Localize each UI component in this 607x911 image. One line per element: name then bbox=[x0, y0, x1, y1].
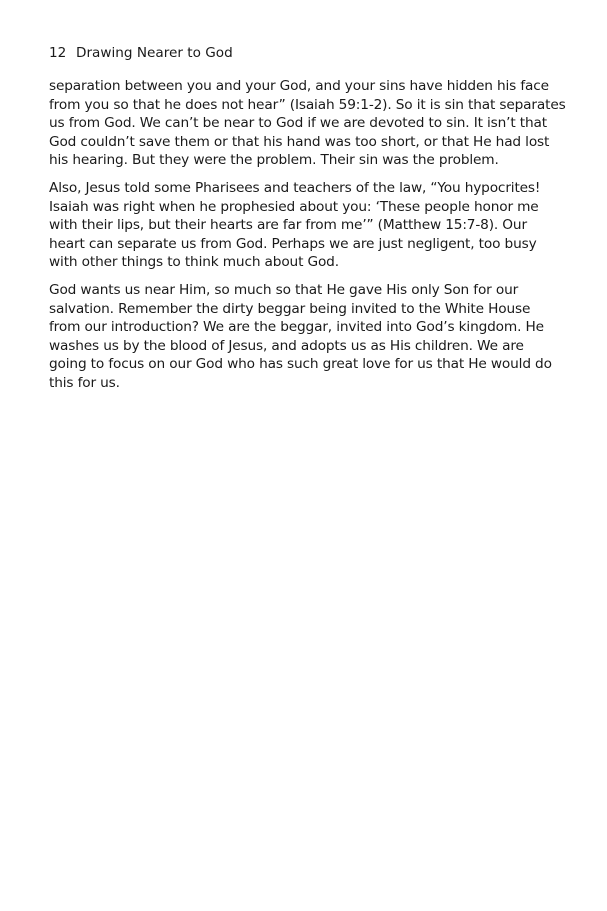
text-line: salvation. Remember the dirty beggar being invited to the White House bbox=[49, 300, 531, 317]
text-line: with other things to think much about God. bbox=[49, 254, 339, 271]
text-line: us from God. We can’t be near to God if we are devoted to sin. It isn’t that bbox=[49, 115, 547, 132]
text-line: heart can separate us from God. Perhaps we are just negligent, too busy bbox=[49, 235, 537, 252]
text-line: his hearing. But they were the problem. Their sin was the problem. bbox=[49, 152, 499, 169]
paragraph-2 bbox=[49, 179, 559, 272]
text-line: from you so that he does not hear” (Isaiah 59:1-2). So it is sin that separates bbox=[49, 96, 566, 113]
page-number: 12 bbox=[49, 45, 67, 61]
body-text bbox=[49, 77, 566, 402]
text-line: from our introduction? We are the beggar, invited into God’s kingdom. He bbox=[49, 319, 544, 336]
text-line: this for us. bbox=[49, 374, 120, 391]
text-line: God couldn’t save them or that his hand was too short, or that He had lost bbox=[49, 133, 550, 150]
text-line: going to focus on our God who has such great love for us that He would do bbox=[49, 356, 552, 373]
text-line: Also, Jesus told some Pharisees and teachers of the law, “You hypocrites! bbox=[49, 179, 541, 196]
book-title: Drawing Nearer to God bbox=[76, 45, 233, 61]
paragraph-3 bbox=[49, 281, 559, 393]
running-header bbox=[49, 45, 233, 61]
text-line: separation between you and your God, and your sins have hidden his face bbox=[49, 78, 549, 94]
text-line: with their lips, but their hearts are far from me’” (Matthew 15:7-8). Our bbox=[49, 217, 527, 234]
text-line: washes us by the blood of Jesus, and adopts us as His children. We are bbox=[49, 337, 524, 354]
paragraph-1 bbox=[49, 77, 566, 170]
text-line: God wants us near Him, so much so that He gave His only Son for our bbox=[49, 281, 519, 298]
text-line: Isaiah was right when he prophesied about you: ‘These people honor me bbox=[49, 198, 539, 215]
